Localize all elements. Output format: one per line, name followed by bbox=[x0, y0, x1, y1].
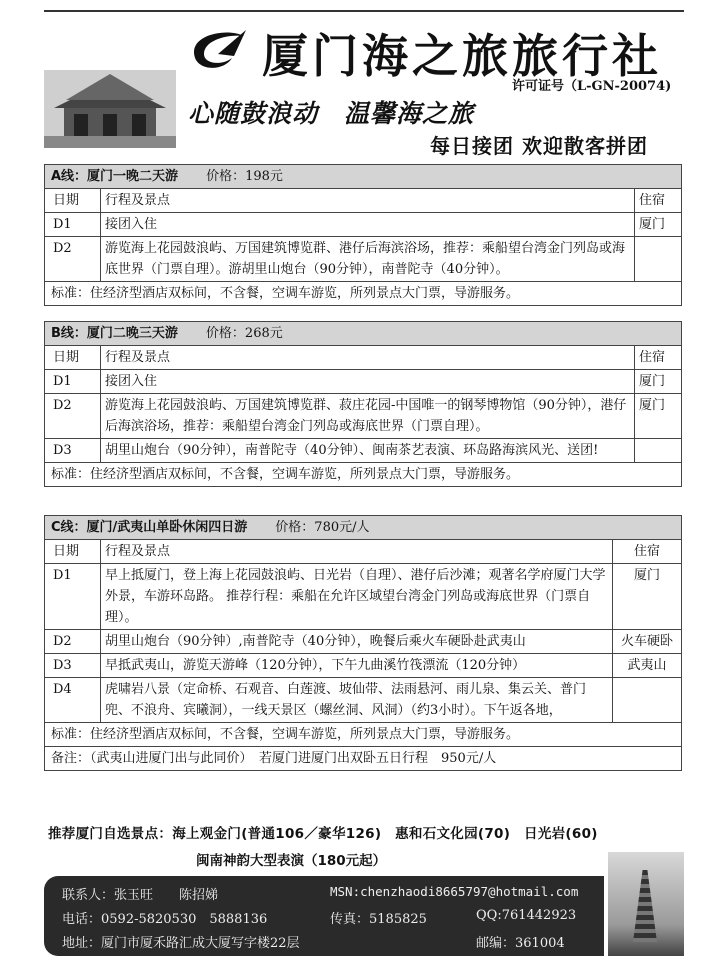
pagoda-silhouette bbox=[633, 870, 657, 942]
line-a-name: A线：厦门一晚二天游 bbox=[51, 169, 179, 184]
table-row bbox=[45, 678, 681, 723]
contact-msn: MSN:chenzhaodi8665797@hotmail.com bbox=[330, 884, 579, 899]
line-c-name: C线：厦门/武夷山单卧休闲四日游 bbox=[51, 520, 248, 535]
pagoda-photo bbox=[608, 852, 684, 956]
table-row bbox=[45, 654, 681, 678]
contact-postcode: 邮编：361004 bbox=[476, 936, 565, 951]
company-logo bbox=[188, 24, 254, 76]
recommended-attractions: 推荐厦门自选景点：海上观金门(普通106／豪华126) 惠和石文化园(70) 日光岩(60) bbox=[48, 826, 598, 842]
itinerary-cell: 接团入住 bbox=[101, 370, 635, 393]
lodging-cell bbox=[613, 678, 681, 722]
daily-tour-banner: 每日接团 欢迎散客拼团 bbox=[430, 134, 648, 158]
itinerary-cell: 虎啸岩八景（定命桥、石观音、白莲渡、坡仙带、法雨悬河、雨儿泉、集云关、普门兜、不浪舟、宾曦洞），一线天景区（螺丝洞、风洞）（约3小时）。下午返各地， bbox=[101, 678, 613, 722]
lodging-cell: 厦门 bbox=[639, 217, 666, 232]
lodging-cell: 厦门 bbox=[639, 374, 666, 389]
day-cell: D2 bbox=[45, 630, 101, 653]
lodging-cell: 武夷山 bbox=[627, 658, 667, 673]
standard-row bbox=[45, 282, 681, 305]
itinerary-cell: 游览海上花园鼓浪屿、万国建筑博览群、菽庄花园-中国唯一的钢琴博物馆（90分钟），港仔后海滨浴场，推荐：乘船望台湾金门列岛或海底世界（门票自理）。 bbox=[101, 394, 635, 438]
table-row bbox=[45, 213, 681, 237]
line-b-header bbox=[45, 322, 681, 346]
table-row bbox=[45, 630, 681, 654]
contact-fax: 传真：5185825 bbox=[330, 912, 427, 927]
col-date: 日期 bbox=[45, 540, 101, 563]
col-itinerary: 行程及景点 bbox=[101, 189, 635, 212]
line-a-table bbox=[44, 164, 682, 306]
line-b-name: B线：厦门二晚三天游 bbox=[51, 326, 178, 341]
table-row bbox=[45, 394, 681, 439]
lodging-cell bbox=[635, 237, 681, 281]
col-itinerary: 行程及景点 bbox=[101, 540, 613, 563]
note-text: 备注：（武夷山进厦门出与此同价） 若厦门进厦门出双卧五日行程 950元/人 bbox=[51, 751, 497, 766]
day-cell: D4 bbox=[45, 678, 101, 722]
day-cell: D2 bbox=[45, 237, 101, 281]
itinerary-cell: 接团入住 bbox=[101, 213, 635, 236]
line-c-price: 价格：780元/人 bbox=[275, 520, 370, 535]
standard-row bbox=[45, 463, 681, 486]
contact-box bbox=[44, 876, 604, 956]
col-date: 日期 bbox=[45, 346, 101, 369]
lodging-cell: 火车硬卧 bbox=[620, 634, 673, 649]
line-a-price: 价格：198元 bbox=[206, 169, 283, 184]
day-cell: D2 bbox=[45, 394, 101, 438]
itinerary-cell: 胡里山炮台（90分钟）,南普陀寺（40分钟），晚餐后乘火车硬卧赴武夷山 bbox=[101, 630, 613, 653]
show-promo: 闽南神韵大型表演（180元起） bbox=[196, 853, 387, 869]
day-cell: D3 bbox=[45, 654, 101, 677]
contact-person: 联系人：张玉旺 陈招娣 bbox=[62, 888, 219, 903]
itinerary-cell: 早抵武夷山，游览天游峰（120分钟），下午九曲溪竹筏漂流（120分钟） bbox=[101, 654, 613, 677]
col-lodging: 住宿 bbox=[639, 193, 666, 208]
contact-phone: 电话：0592-5820530 5888136 bbox=[62, 912, 268, 927]
line-c-table bbox=[44, 515, 682, 771]
line-b-table bbox=[44, 321, 682, 487]
line-c-header bbox=[45, 516, 681, 540]
note-row bbox=[45, 747, 681, 770]
slogan: 心随鼓浪动 温馨海之旅 bbox=[188, 99, 475, 128]
standard-text: 标准：住经济型酒店双标间，不含餐，空调车游览，所列景点大门票，导游服务。 bbox=[51, 467, 520, 482]
col-lodging: 住宿 bbox=[639, 350, 666, 365]
company-name: 厦门海之旅旅行社 bbox=[262, 29, 662, 83]
table-row bbox=[45, 564, 681, 630]
day-cell: D1 bbox=[45, 213, 101, 236]
lodging-cell: 厦门 bbox=[639, 398, 666, 413]
temple-photo bbox=[44, 70, 176, 148]
day-cell: D1 bbox=[45, 370, 101, 393]
table-row bbox=[45, 237, 681, 282]
table-head-row bbox=[45, 540, 681, 564]
table-head-row bbox=[45, 189, 681, 213]
license-number: 许可证号（L-GN-20074) bbox=[512, 79, 672, 94]
col-lodging: 住宿 bbox=[633, 544, 660, 559]
table-row bbox=[45, 439, 681, 463]
top-rule bbox=[44, 10, 684, 12]
itinerary-cell: 胡里山炮台（90分钟），南普陀寺（40分钟）、闽南茶艺表演、环岛路海滨风光、送团! bbox=[101, 439, 635, 462]
lodging-cell bbox=[635, 439, 681, 462]
line-b-price: 价格：268元 bbox=[205, 326, 283, 341]
table-head-row bbox=[45, 346, 681, 370]
col-itinerary: 行程及景点 bbox=[101, 346, 635, 369]
itinerary-cell: 游览海上花园鼓浪屿、万国建筑博览群、港仔后海滨浴场，推荐：乘船望台湾金门列岛或海底世界（门票自理）。游胡里山炮台（90分钟），南普陀寺（40分钟）。 bbox=[101, 237, 635, 281]
day-cell: D1 bbox=[45, 564, 101, 629]
contact-qq: QQ:761442923 bbox=[476, 908, 577, 923]
standard-text: 标准：住经济型酒店双标间，不含餐，空调车游览，所列景点大门票，导游服务。 bbox=[51, 286, 520, 301]
standard-text: 标准：住经济型酒店双标间，不含餐，空调车游览，所列景点大门票，导游服务。 bbox=[51, 727, 520, 742]
contact-address: 地址：厦门市厦禾路汇成大厦写字楼22层 bbox=[62, 936, 300, 951]
col-date: 日期 bbox=[45, 189, 101, 212]
lodging-cell: 厦门 bbox=[633, 568, 660, 583]
itinerary-cell: 早上抵厦门，登上海上花园鼓浪屿、日光岩（自理）、港仔后沙滩；观著名学府厦门大学外景，车游环岛路。 推荐行程：乘船在允许区域望台湾金门列岛或海底世界（门票自理）。 bbox=[101, 564, 613, 629]
table-row bbox=[45, 370, 681, 394]
day-cell: D3 bbox=[45, 439, 101, 462]
line-a-header bbox=[45, 165, 681, 189]
standard-row bbox=[45, 723, 681, 747]
